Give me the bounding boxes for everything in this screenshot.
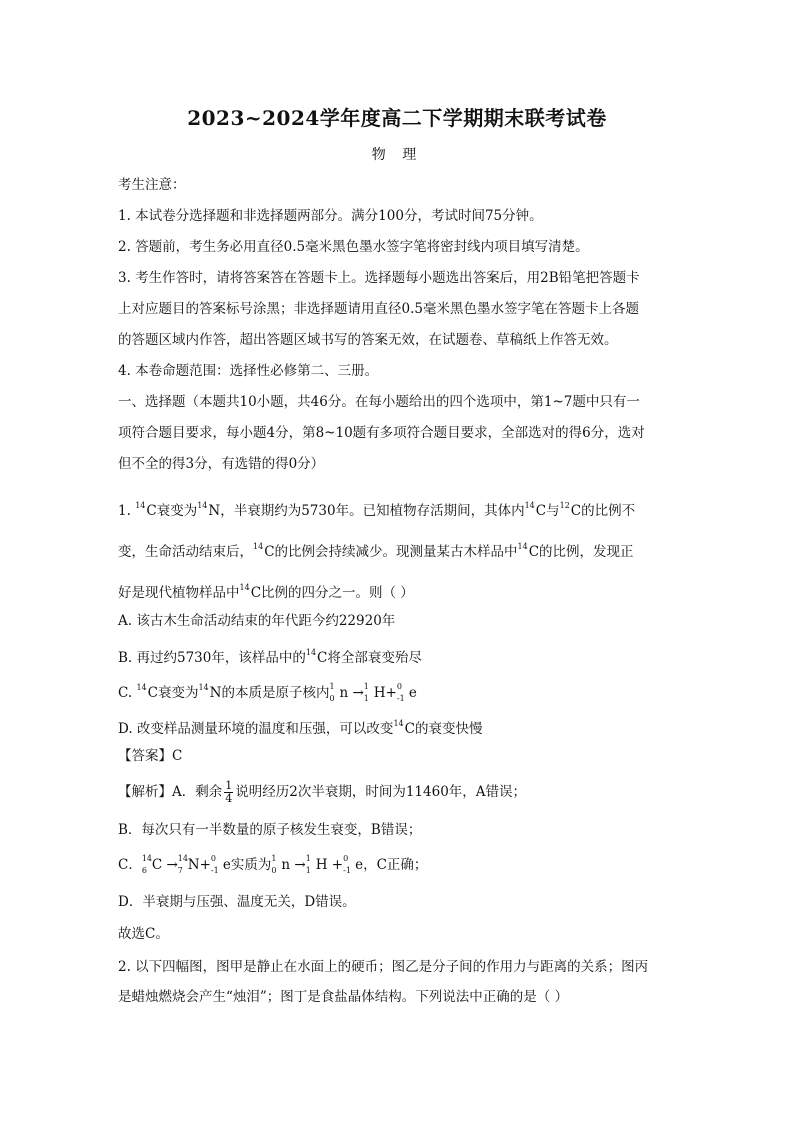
note-item-3-cont-1: 上对应题目的答案标号涂黑；非选择题请用直径0.5毫米黑色墨水签字笔在答题卡上各题 xyxy=(118,301,639,317)
note-item-1: 1. 本试卷分选择题和非选择题两部分。满分100分，考试时间75分钟。 xyxy=(118,208,543,224)
analysis-c: C． 14 6 C → 14 7 N+ 0 -1 e实质为 1 0 n → 1 1 H + 0 -1 e，C正确； xyxy=(118,853,428,875)
option-b: B. 再过约5730年，该样品中的$^{14}$C将全部衰变殆尽 xyxy=(118,648,422,666)
answer: 【答案】C xyxy=(118,748,183,764)
question-2-line-2: 是蜡烛燃烧会产生“烛泪”；图丁是食盐晶体结构。下列说法中正确的是（ ） xyxy=(118,989,569,1005)
option-a: A. 该古木生命活动结束的年代距今约22920年 xyxy=(118,613,396,629)
analysis-a: 【解析】A．剩余 $\frac{1}{4}$ 说明经历2次半衰期，时间为11460年，A错误； xyxy=(118,779,527,805)
analysis-d: D．半衰期与压强、温度无关，D错误。 xyxy=(118,894,356,910)
question-1-line-1: 1. $^{14}$C衰变为$^{14}$N，半衰期约为5730年。已知植物存活期间，其体内$^{14}$C与$^{12}$C的比例不 xyxy=(118,501,636,519)
option-c: C. $^{14}$C衰变为$^{14}$N的本质是原子核内 1 0 n → 1 1 H+ 0 -1 e xyxy=(118,681,417,703)
question-1-line-3: 好是现代植物样品中$^{14}$C比例的四分之一。则（ ） xyxy=(118,583,414,601)
section-heading-line-2: 项符合题目要求，每小题4分，第8~10题有多项符合题目要求，全部选对的得6分，选对 xyxy=(118,425,645,441)
note-item-3-cont-2: 的答题区域内作答，超出答题区域书写的答案无效，在试题卷、草稿纸上作答无效。 xyxy=(118,332,618,348)
page-title: 2023~2024学年度高二下学期期末联考试卷 xyxy=(187,106,607,130)
section-heading-line-3: 但不全的得3分，有选错的得0分） xyxy=(118,456,325,472)
notes-heading: 考生注意： xyxy=(118,177,186,193)
conclusion: 故选C。 xyxy=(118,926,169,942)
question-number: 1. xyxy=(118,503,131,519)
note-item-2: 2. 答题前，考生务必用直径0.5毫米黑色墨水签字笔将密封线内项目填写清楚。 xyxy=(118,239,589,255)
subject-label: 物 理 xyxy=(371,147,423,163)
note-item-4: 4. 本卷命题范围：选择性必修第二、三册。 xyxy=(118,363,379,379)
question-2-line-1: 2. 以下四幅图，图甲是静止在水面上的硬币；图乙是分子间的作用力与距离的关系；图丙 xyxy=(118,959,649,975)
note-item-3: 3. 考生作答时，请将答案答在答题卡上。选择题每小题选出答案后，用2B铅笔把答题卡 xyxy=(118,270,640,286)
analysis-b: B．每次只有一半数量的原子核发生衰变，B错误； xyxy=(118,822,422,838)
question-1-line-2: 变，生命活动结束后，$^{14}$C的比例会持续减少。现测量某古木样品中$^{14}$C的比例，发现正 xyxy=(118,542,634,560)
option-d: D. 改变样品测量环境的温度和压强，可以改变$^{14}$C的衰变快慢 xyxy=(118,719,483,737)
section-heading-line-1: 一、选择题（本题共10小题，共46分。在每小题给出的四个选项中，第1~7题中只有一 xyxy=(118,394,640,410)
